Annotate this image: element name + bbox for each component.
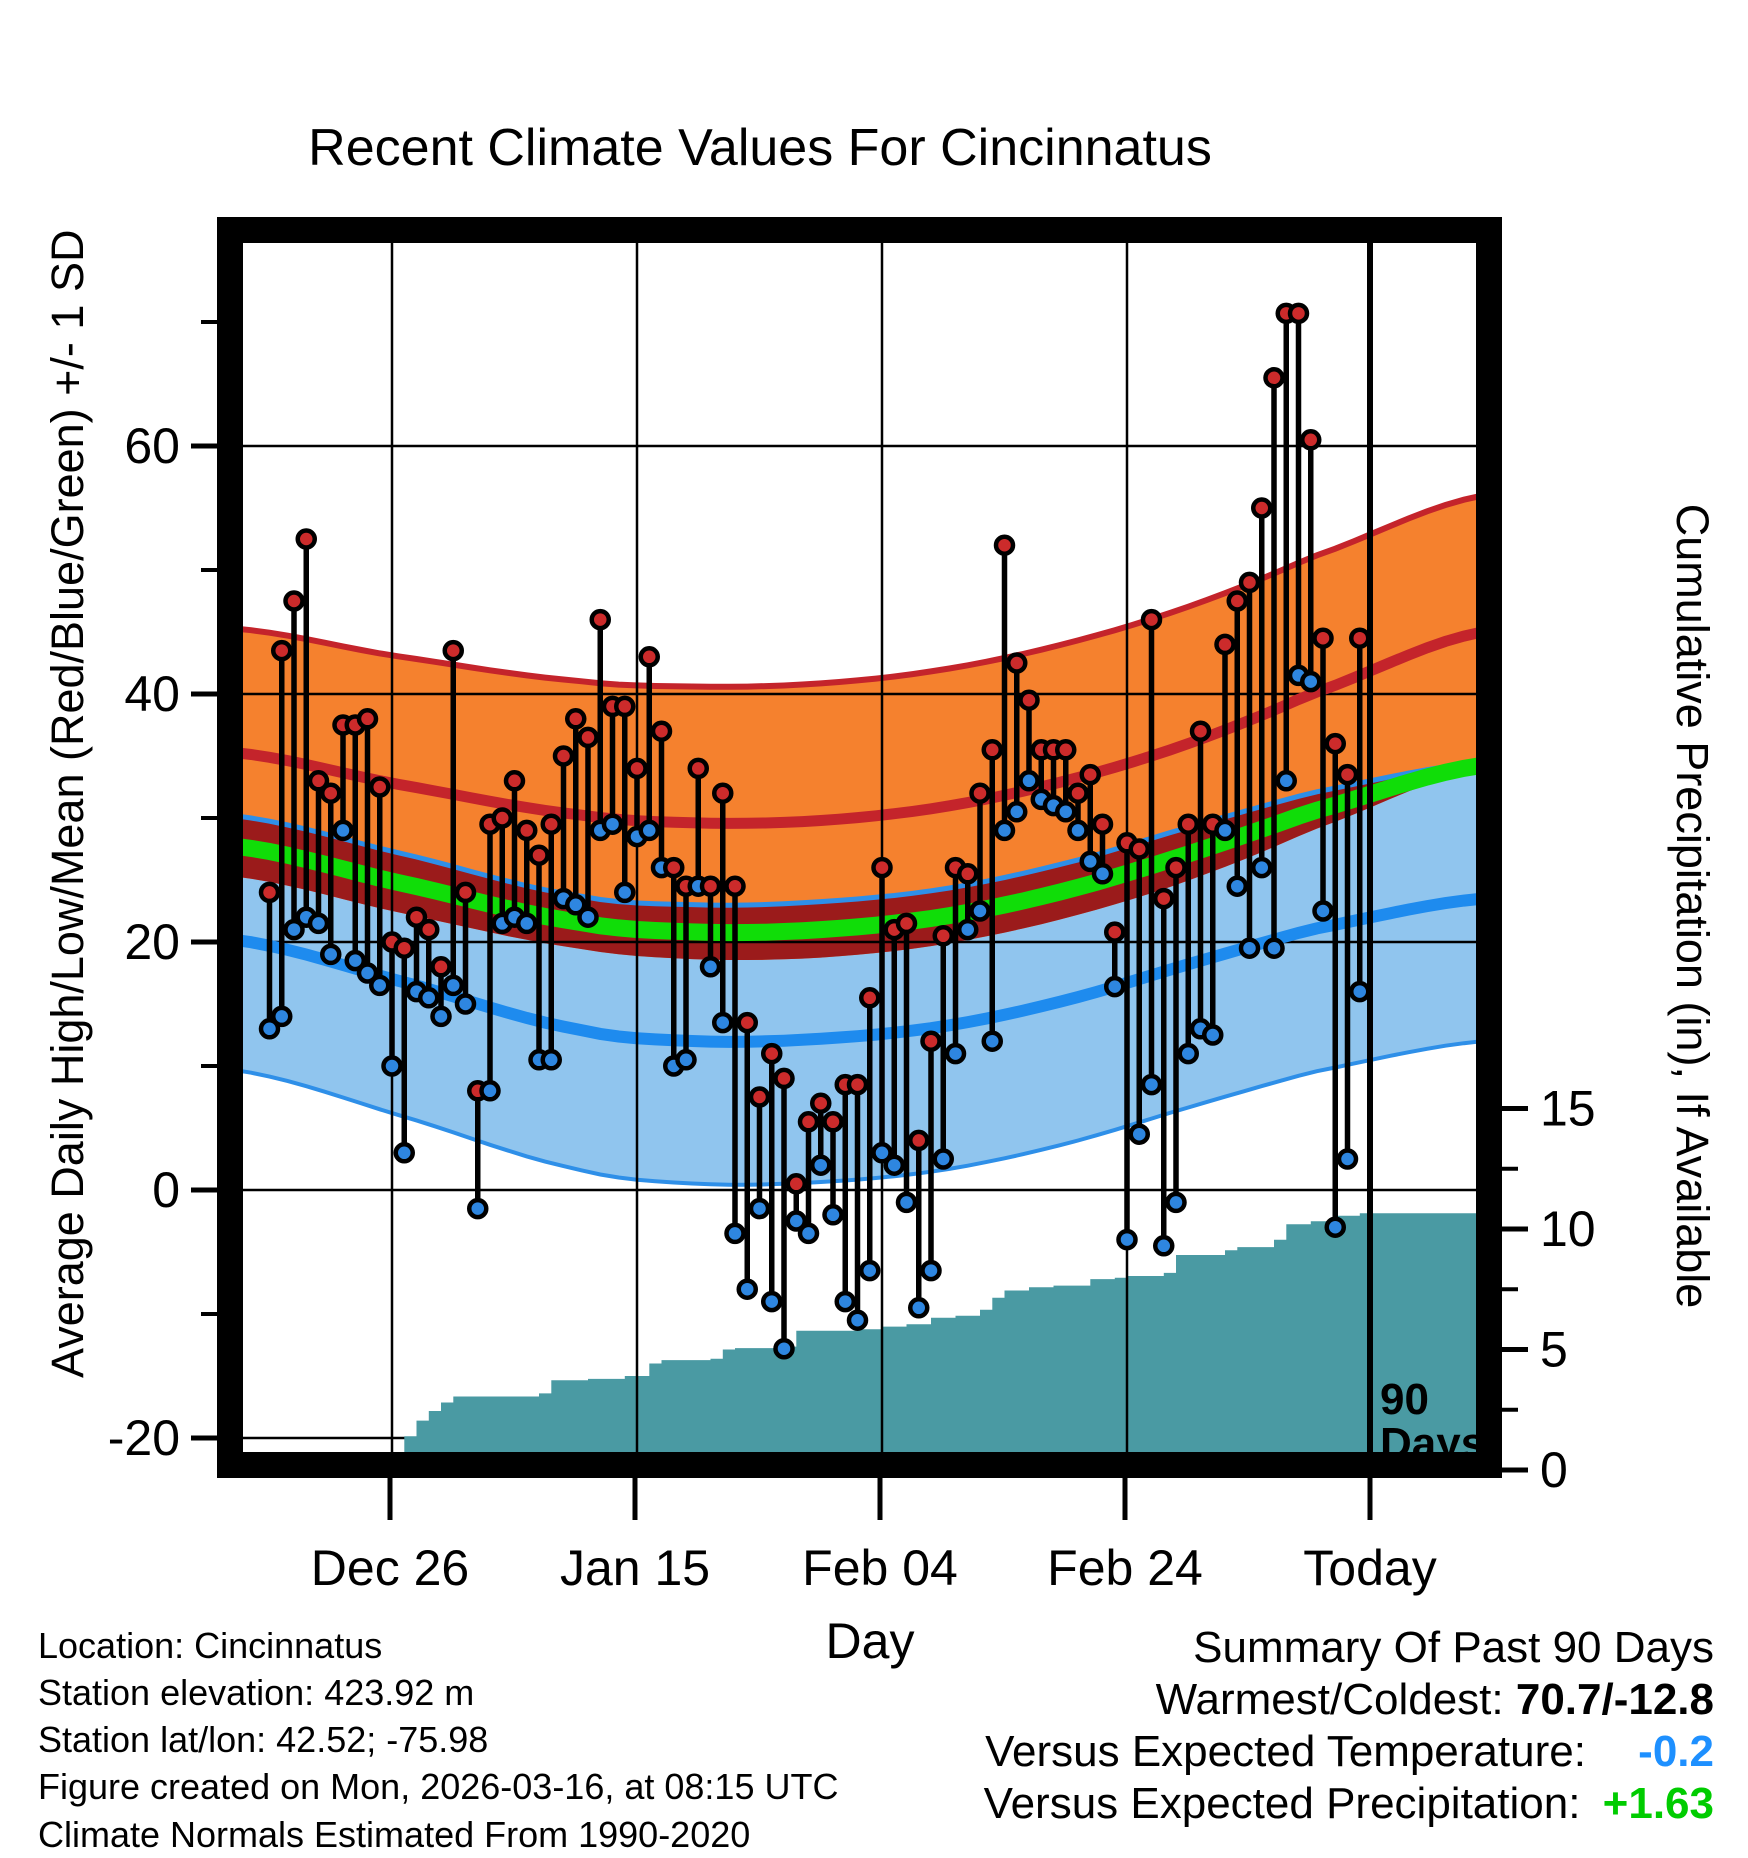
high-temp-dot	[1008, 655, 1025, 672]
high-temp-dot	[959, 865, 976, 882]
low-temp-dot	[1094, 865, 1111, 882]
summary-warmest-coldest	[984, 1674, 1714, 1726]
low-temp-dot	[322, 946, 339, 963]
y-right-tick-label: 10	[1540, 1201, 1596, 1257]
cumulative-precip-area	[319, 1212, 1483, 1452]
low-temp-dot	[1315, 903, 1332, 920]
low-temp-dot	[984, 1033, 1001, 1050]
station-elevation: Station elevation: 423.92 m	[38, 1672, 475, 1714]
high-temp-dot	[457, 884, 474, 901]
high-temp-dot	[898, 915, 915, 932]
low-temp-dot	[310, 915, 327, 932]
high-temp-dot	[1143, 611, 1160, 628]
high-temp-dot	[849, 1076, 866, 1093]
high-temp-dot	[935, 927, 952, 944]
station-latlon: Station lat/lon: 42.52; -75.98	[38, 1719, 489, 1761]
low-temp-dot	[727, 1225, 744, 1242]
vs-precip-label: Versus Expected Precipitation:	[983, 1778, 1593, 1828]
ninety-day-window-label	[1380, 1375, 1486, 1468]
summary-vs-precipitation	[984, 1778, 1714, 1830]
high-temp-dot	[1351, 630, 1368, 647]
low-temp-dot	[1155, 1237, 1172, 1254]
x-axis-tick-label: Feb 04	[802, 1540, 958, 1596]
high-temp-dot	[445, 642, 462, 659]
y-left-tick-label: 40	[124, 666, 180, 722]
low-temp-dot	[947, 1045, 964, 1062]
y-left-tick-label: 20	[124, 914, 180, 970]
plot-area	[233, 243, 1483, 1452]
low-temp-dot	[1143, 1076, 1160, 1093]
high-temp-dot	[1229, 593, 1246, 610]
low-temp-dot	[714, 1014, 731, 1031]
low-temp-dot	[1229, 878, 1246, 895]
high-temp-dot	[567, 710, 584, 727]
high-temp-dot	[261, 884, 278, 901]
low-temp-dot	[616, 884, 633, 901]
high-temp-dot	[1168, 859, 1185, 876]
low-temp-dot	[678, 1051, 695, 1068]
low-temp-dot	[518, 915, 535, 932]
low-temp-dot	[1241, 940, 1258, 957]
high-temp-dot	[1290, 305, 1307, 322]
low-temp-dot	[1021, 772, 1038, 789]
high-temp-dot	[580, 729, 597, 746]
high-temp-dot	[420, 921, 437, 938]
low-temp-dot	[543, 1051, 560, 1068]
low-temp-dot	[861, 1262, 878, 1279]
high-temp-dot	[1253, 500, 1270, 517]
high-temp-dot	[776, 1070, 793, 1087]
low-temp-dot	[469, 1200, 486, 1217]
high-temp-dot	[1217, 636, 1234, 653]
low-temp-dot	[371, 977, 388, 994]
low-temp-dot	[1204, 1027, 1221, 1044]
low-temp-dot	[1168, 1194, 1185, 1211]
low-temp-dot	[935, 1151, 952, 1168]
low-temp-dot	[702, 958, 719, 975]
low-temp-dot	[1351, 983, 1368, 1000]
low-temp-dot	[433, 1008, 450, 1025]
low-temp-dot	[1266, 940, 1283, 957]
low-temp-dot	[445, 977, 462, 994]
low-temp-dot	[1106, 978, 1123, 995]
y-axis-left-title: Average Daily High/Low/Mean (Red/Blue/Green) +/- 1 SD	[42, 229, 93, 1378]
low-temp-dot	[1302, 673, 1319, 690]
high-temp-dot	[641, 648, 658, 665]
daily-stem	[788, 1175, 805, 1229]
high-temp-dot	[1131, 841, 1148, 858]
high-temp-dot	[653, 723, 670, 740]
low-temp-dot	[923, 1262, 940, 1279]
low-temp-dot	[604, 816, 621, 833]
high-temp-dot	[800, 1113, 817, 1130]
low-temp-dot	[273, 1008, 290, 1025]
high-temp-dot	[298, 531, 315, 548]
high-temp-dot	[1339, 766, 1356, 783]
high-temp-dot	[1106, 924, 1123, 941]
high-temp-dot	[1094, 816, 1111, 833]
y-axis-right-title: Cumulative Precipitation (in), If Available	[1667, 503, 1718, 1309]
low-temp-dot	[996, 822, 1013, 839]
y-left-tick-label: 0	[152, 1162, 180, 1218]
high-temp-dot	[1180, 816, 1197, 833]
station-metadata	[38, 1622, 838, 1858]
high-temp-dot	[751, 1089, 768, 1106]
low-temp-dot	[1131, 1126, 1148, 1143]
high-temp-dot	[433, 958, 450, 975]
low-temp-dot	[335, 822, 352, 839]
low-temp-dot	[1278, 772, 1295, 789]
summary-vs-temperature	[984, 1726, 1714, 1778]
low-temp-dot	[384, 1058, 401, 1075]
summary-panel	[984, 1622, 1714, 1830]
low-temp-dot	[825, 1206, 842, 1223]
high-temp-dot	[286, 593, 303, 610]
y-right-tick-label: 5	[1540, 1321, 1568, 1378]
high-temp-dot	[1082, 766, 1099, 783]
high-temp-dot	[1021, 692, 1038, 709]
low-temp-dot	[959, 921, 976, 938]
high-temp-dot	[629, 760, 646, 777]
low-temp-dot	[763, 1293, 780, 1310]
high-temp-dot	[371, 779, 388, 796]
low-temp-dot	[751, 1200, 768, 1217]
summary-header: Summary Of Past 90 Days	[1193, 1623, 1714, 1672]
low-temp-dot	[776, 1340, 793, 1357]
x-axis-tick-label: Jan 15	[559, 1540, 711, 1596]
low-temp-dot	[849, 1312, 866, 1329]
low-temp-dot	[1180, 1045, 1197, 1062]
climate-normals-note: Climate Normals Estimated From 1990-2020	[38, 1813, 751, 1855]
high-temp-dot	[555, 748, 572, 765]
high-temp-dot	[273, 642, 290, 659]
figure-created-timestamp: Figure created on Mon, 2026-03-16, at 08:15 UTC	[38, 1766, 839, 1808]
x-axis-tick-label: Dec 26	[310, 1540, 470, 1596]
low-temp-dot	[1217, 822, 1234, 839]
low-temp-dot	[800, 1225, 817, 1242]
low-temp-dot	[1327, 1219, 1344, 1236]
high-temp-dot	[1192, 723, 1209, 740]
high-temp-dot	[396, 940, 413, 957]
low-temp-dot	[396, 1144, 413, 1161]
ninety-day-window-label-bottom: Days	[1380, 1419, 1486, 1468]
low-temp-dot	[972, 903, 989, 920]
warmest-coldest-label: Warmest/Coldest:	[1155, 1674, 1516, 1724]
low-temp-dot	[641, 822, 658, 839]
low-temp-dot	[1070, 822, 1087, 839]
high-temp-dot	[984, 741, 1001, 758]
high-temp-dot	[690, 760, 707, 777]
low-temp-dot	[1057, 803, 1074, 820]
high-temp-dot	[727, 878, 744, 895]
high-temp-dot	[714, 785, 731, 802]
low-temp-dot	[812, 1157, 829, 1174]
y-left-tick-label: 60	[124, 418, 180, 474]
high-temp-dot	[972, 785, 989, 802]
high-temp-dot	[861, 989, 878, 1006]
low-temp-dot	[457, 996, 474, 1013]
low-temp-dot	[1119, 1231, 1136, 1248]
high-temp-dot	[506, 772, 523, 789]
high-temp-dot	[322, 785, 339, 802]
high-temp-dot	[531, 847, 548, 864]
high-temp-dot	[739, 1014, 756, 1031]
station-location: Location: Cincinnatus	[38, 1625, 383, 1666]
high-temp-dot	[812, 1095, 829, 1112]
high-temp-dot	[702, 878, 719, 895]
low-temp-dot	[420, 989, 437, 1006]
y-right-tick-label: 15	[1540, 1080, 1596, 1137]
warmest-coldest-value: 70.7/-12.8	[1515, 1674, 1714, 1724]
ninety-day-window-label-top: 90	[1380, 1375, 1429, 1424]
high-temp-dot	[616, 698, 633, 715]
low-temp-dot	[837, 1293, 854, 1310]
high-temp-dot	[1057, 741, 1074, 758]
page-title: Recent Climate Values For Cincinnatus	[308, 119, 1212, 177]
x-axis-tick-label: Feb 24	[1047, 1540, 1203, 1596]
low-temp-dot	[739, 1281, 756, 1298]
high-temp-dot	[543, 816, 560, 833]
high-temp-dot	[1302, 431, 1319, 448]
high-temp-dot	[1241, 574, 1258, 591]
high-temp-dot	[1327, 735, 1344, 752]
low-temp-dot	[580, 909, 597, 926]
high-temp-dot	[359, 710, 376, 727]
high-temp-dot	[1266, 369, 1283, 386]
high-temp-dot	[1070, 785, 1087, 802]
vs-temp-value: -0.2	[1638, 1726, 1714, 1776]
y-right-tick-label: 0	[1540, 1442, 1568, 1498]
y-left-tick-label: -20	[107, 1410, 180, 1466]
vs-temp-label: Versus Expected Temperature:	[985, 1726, 1599, 1776]
low-temp-dot	[1339, 1151, 1356, 1168]
vs-precip-value: +1.63	[1602, 1778, 1714, 1828]
x-axis-tick-label: Today	[1303, 1540, 1437, 1596]
x-axis-title: Day	[825, 1613, 915, 1669]
high-temp-dot	[665, 859, 682, 876]
high-temp-dot	[1315, 630, 1332, 647]
high-temp-dot	[910, 1132, 927, 1149]
high-temp-dot	[923, 1033, 940, 1050]
low-temp-dot	[898, 1194, 915, 1211]
high-temp-dot	[996, 537, 1013, 554]
high-temp-dot	[592, 611, 609, 628]
high-temp-dot	[874, 859, 891, 876]
low-temp-dot	[886, 1157, 903, 1174]
high-temp-dot	[1155, 890, 1172, 907]
low-temp-dot	[910, 1299, 927, 1316]
high-temp-dot	[518, 822, 535, 839]
low-temp-dot	[1253, 859, 1270, 876]
high-temp-dot	[825, 1113, 842, 1130]
low-temp-dot	[1008, 803, 1025, 820]
high-temp-dot	[788, 1175, 805, 1192]
low-temp-dot	[482, 1082, 499, 1099]
high-temp-dot	[494, 810, 511, 827]
high-temp-dot	[763, 1045, 780, 1062]
